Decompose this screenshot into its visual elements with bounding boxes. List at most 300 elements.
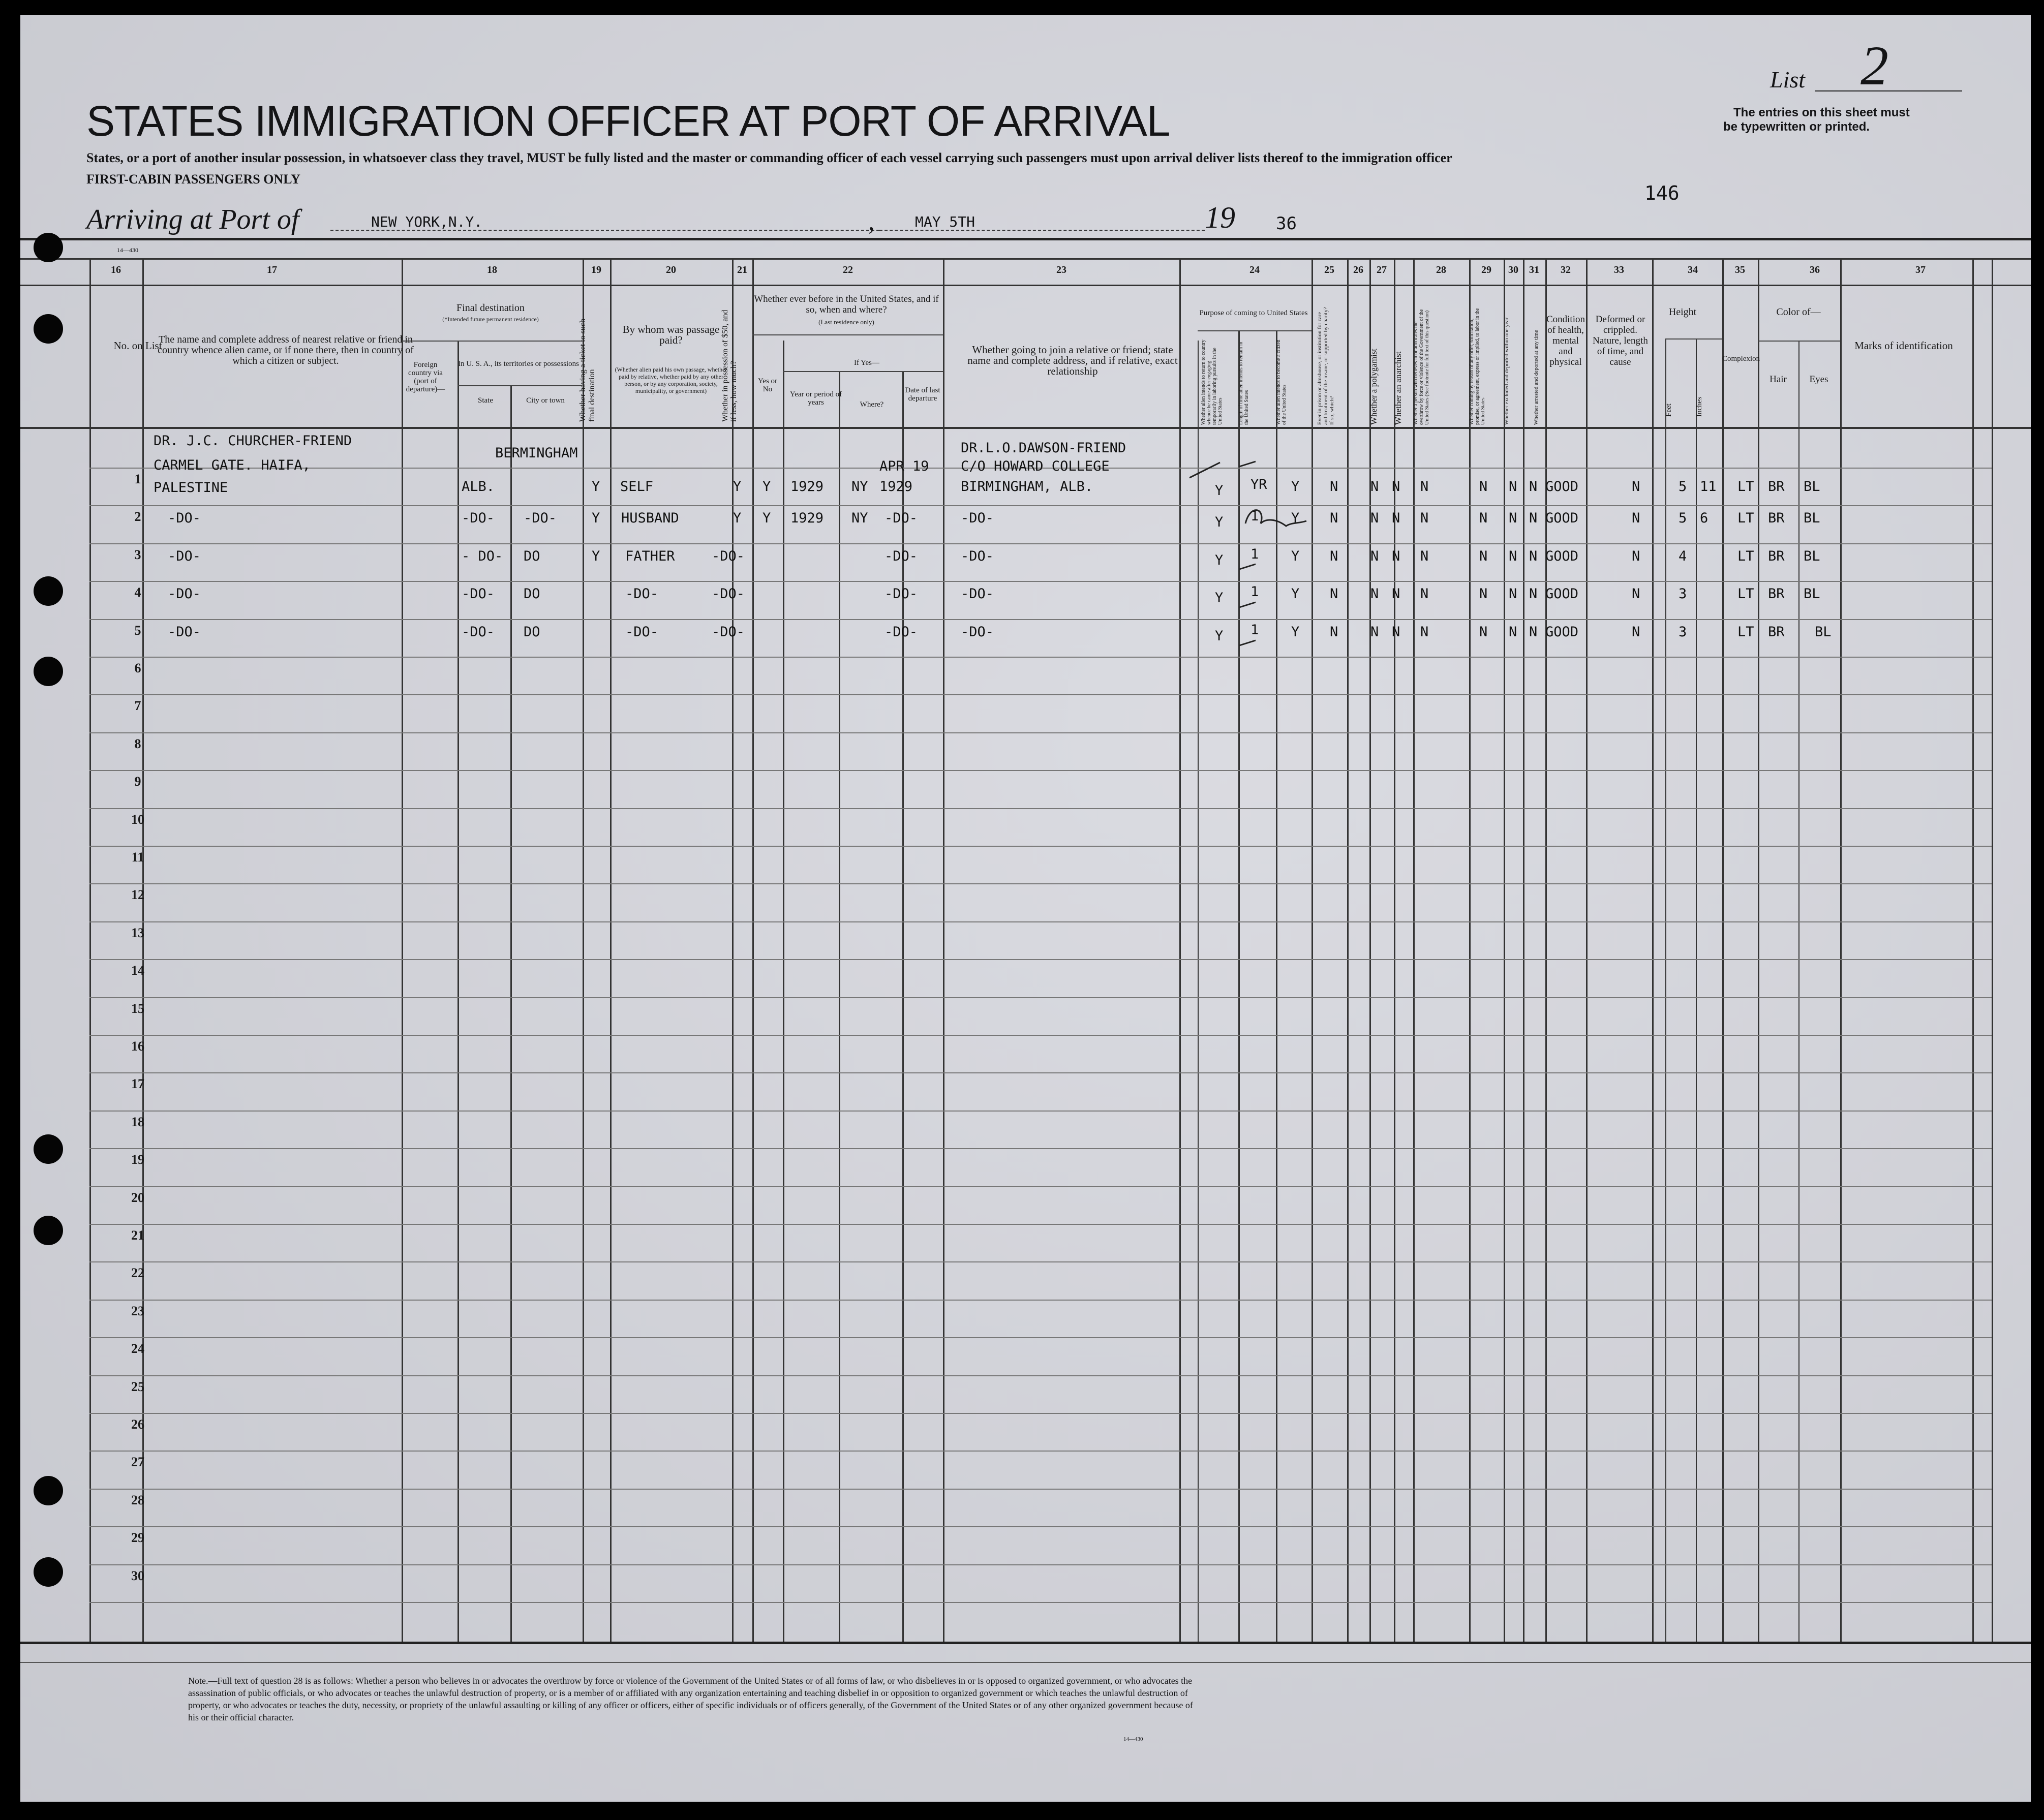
row-number: 17 — [131, 1076, 144, 1092]
fifty-dollars: -DO- — [712, 586, 745, 602]
arriving-label: Arriving at Port of — [86, 204, 299, 235]
health: GOOD — [1545, 624, 1579, 640]
hdr-city: City or town — [526, 396, 565, 405]
rule-in-us — [457, 385, 582, 386]
state: ALB. — [462, 479, 495, 495]
rule-before-us — [752, 334, 943, 335]
column-rule — [1840, 258, 1842, 1642]
row-number: 2 — [134, 509, 141, 525]
fifty-dollars: Y — [733, 510, 742, 527]
row-number: 14 — [131, 963, 144, 978]
tick-mark — [1239, 564, 1256, 569]
rule-color — [1758, 341, 1840, 342]
tick-mark — [1239, 461, 1256, 467]
purpose-b: 1 — [1250, 546, 1259, 562]
list-underline — [1815, 90, 1962, 91]
row-rule — [89, 1148, 1992, 1149]
city-or-town: -DO- — [524, 510, 557, 527]
hdr-polygamist: Whether a polygamist — [1369, 348, 1379, 425]
tick-mark — [1239, 602, 1256, 607]
date-departure: -DO- — [884, 586, 918, 602]
hdr-no-on-list: No. on List — [113, 340, 162, 352]
hdr-final-destination-note: (*Intended future permanent residence) — [442, 316, 539, 323]
hdr-if-yes: If Yes— — [853, 359, 879, 367]
purpose-a: Y — [1215, 628, 1224, 644]
paid-by: HUSBAND — [621, 510, 679, 527]
row-rule — [89, 1261, 1992, 1262]
column-number: 29 — [1481, 264, 1491, 275]
state: -DO- — [462, 586, 495, 602]
row-number: 25 — [131, 1379, 144, 1394]
tick-mark — [1239, 640, 1256, 645]
date: MAY 5TH — [915, 213, 975, 230]
complexion: LT — [1737, 510, 1754, 527]
city-or-town: DO — [524, 548, 540, 564]
joining-line: C/O HOWARD COLLEGE — [961, 458, 1110, 474]
height-inches: 11 — [1700, 479, 1717, 495]
been-before: Y — [762, 510, 771, 527]
state: -DO- — [462, 624, 495, 640]
rule-final-dest — [402, 341, 582, 342]
rule-purpose — [1198, 330, 1311, 331]
hdr-color-of: Color of— — [1776, 306, 1821, 318]
form-subtitle: States, or a port of another insular possession, in whatsoever class they travel, MUST be fully listed and the master or commanding officer of each vessel carrying such passengers must upon arrival deliver lists thereof to the immigration officer — [86, 150, 1452, 165]
row-rule — [89, 770, 1992, 771]
hdr-prison: Ever in prison or almshouse, or institution for care and treatment of the insane, or supported by charity? If so, which? — [1317, 307, 1335, 425]
eye-color: BL — [1804, 586, 1820, 602]
row-rule — [89, 694, 1992, 695]
date-departure: -DO- — [884, 548, 918, 564]
prison: N — [1330, 624, 1338, 640]
column-number: 21 — [737, 264, 747, 275]
purpose-c: Y — [1291, 510, 1300, 527]
year: 1929 — [790, 510, 824, 527]
row-number: 9 — [134, 774, 141, 789]
binder-hole — [34, 1216, 63, 1245]
row-number: 15 — [131, 1001, 144, 1016]
date-departure: 1929 — [879, 479, 913, 495]
prison: N — [1330, 548, 1338, 564]
row-number: 26 — [131, 1417, 144, 1432]
row-number: 30 — [131, 1568, 144, 1583]
complexion: LT — [1737, 548, 1754, 564]
hdr-where: Where? — [860, 400, 884, 409]
hdr-foreign-country: Foreign country via (port of departure)— — [406, 361, 445, 393]
column-rule — [1652, 258, 1654, 1642]
column-rule — [1798, 341, 1799, 1642]
column-number: 20 — [666, 264, 676, 275]
hdr-final-destination: Final destination — [456, 302, 525, 314]
column-rule — [457, 341, 459, 1642]
row-number: 6 — [134, 661, 141, 675]
column-rule — [1758, 258, 1759, 1642]
year-prefix: 19 — [1205, 201, 1235, 234]
hdr-in-us: In U. S. A., its territories or possessions — [458, 360, 579, 368]
hdr-purpose: Purpose of coming to United States — [1199, 309, 1308, 317]
height-feet: 5 — [1679, 510, 1687, 527]
relative-abroad-line: PALESTINE — [154, 480, 228, 496]
ticket: Y — [592, 479, 600, 495]
column-number: 26 — [1353, 264, 1363, 275]
city-or-town: DO — [524, 624, 540, 640]
paid-by: SELF — [620, 479, 654, 495]
port: NEW YORK,N.Y. — [371, 213, 483, 230]
colnum-border — [20, 258, 2031, 260]
q28: N — [1420, 510, 1429, 527]
relative-abroad: -DO- — [168, 510, 201, 527]
purpose-c: Y — [1291, 479, 1300, 495]
row-rule — [89, 1413, 1992, 1414]
joining-line: DR.L.O.DAWSON-FRIEND — [961, 440, 1126, 456]
anarchist: N — [1392, 624, 1400, 640]
state: - DO- — [462, 548, 503, 564]
hdr-date-departure: Date of last departure — [905, 386, 940, 403]
city-or-town: BERMINGHAM — [495, 445, 578, 461]
q28: N — [1420, 548, 1429, 564]
row-rule — [89, 1375, 1992, 1376]
column-number: 34 — [1688, 264, 1698, 275]
height-inches: 6 — [1700, 510, 1709, 527]
rule-height — [1665, 338, 1722, 340]
row-rule — [89, 1526, 1992, 1527]
purpose-b: 1 — [1250, 508, 1259, 525]
relative-abroad-line: DR. J.C. CHURCHER-FRIEND — [154, 433, 352, 449]
row-rule — [89, 619, 1992, 620]
complexion: LT — [1737, 479, 1754, 495]
column-number: 31 — [1529, 264, 1539, 275]
row-rule — [89, 1186, 1992, 1187]
binder-hole — [34, 657, 63, 686]
hdr-paid-by: By whom was passage paid? — [622, 323, 720, 346]
purpose-b: 1 — [1250, 622, 1259, 638]
q30: N — [1509, 510, 1517, 527]
deformed: N — [1632, 586, 1640, 602]
complexion: LT — [1737, 586, 1754, 602]
column-number: 33 — [1614, 264, 1624, 275]
ticket: Y — [592, 548, 600, 564]
column-number: 32 — [1561, 264, 1571, 275]
column-number: 23 — [1056, 264, 1066, 275]
column-rule — [732, 258, 734, 1642]
manifest-sheet — [20, 15, 2031, 1802]
q31: N — [1529, 510, 1538, 527]
hdr-eyes: Eyes — [1809, 374, 1828, 385]
hair-color: BR — [1768, 586, 1785, 602]
hdr-feet: Feet — [1665, 404, 1673, 417]
purpose-c: Y — [1291, 624, 1300, 640]
row-rule — [89, 1110, 1992, 1112]
joining-line: BIRMINGHAM, ALB. — [961, 479, 1093, 495]
polygamist: N — [1370, 510, 1379, 527]
anarchist: N — [1392, 586, 1400, 602]
joining-relative: -DO- — [961, 510, 994, 527]
row-rule — [89, 1300, 1992, 1301]
hdr-year-period: Year or period of years — [789, 390, 842, 407]
health: GOOD — [1545, 586, 1579, 602]
comma: , — [868, 207, 875, 235]
binder-hole — [34, 1134, 63, 1164]
colnum-bottom — [20, 285, 2031, 286]
ticket: Y — [592, 510, 600, 527]
row-rule — [89, 921, 1992, 922]
hdr-q31: Whether arrested and deported at any time — [1533, 330, 1539, 425]
handwritten-marks — [1184, 452, 1337, 676]
hdr-relative-abroad: The name and complete address of nearest relative or friend in country whence alien came, or if none there, then in country of which a citizen or subject. — [158, 334, 414, 366]
column-number: 19 — [591, 264, 601, 275]
relative-abroad: -DO- — [168, 548, 201, 564]
hdr-purpose-a: Whether alien intends to return to country whence he came after engaging temporarily in laboring pursuits in the United States — [1201, 340, 1223, 425]
q31: N — [1529, 479, 1538, 495]
row-number: 4 — [134, 585, 141, 600]
joining-relative: -DO- — [961, 548, 994, 564]
column-rule — [142, 258, 144, 1642]
date-departure: -DO- — [884, 510, 918, 527]
row-rule — [89, 543, 1992, 544]
row-rule — [89, 1489, 1992, 1490]
column-rule — [1992, 258, 1993, 1642]
form-title: STATES IMMIGRATION OFFICER AT PORT OF ARRIVAL — [86, 97, 1170, 145]
joining-relative: -DO- — [961, 624, 994, 640]
column-rule — [1722, 258, 1724, 1642]
column-rule — [1523, 258, 1524, 1642]
column-number: 18 — [487, 264, 497, 275]
column-number: 25 — [1324, 264, 1334, 275]
q28: N — [1420, 624, 1429, 640]
paid-by: FATHER — [625, 548, 675, 564]
complexion: LT — [1737, 624, 1754, 640]
city-or-town: DO — [524, 586, 540, 602]
joining-relative: -DO- — [961, 586, 994, 602]
row-number: 23 — [131, 1303, 144, 1318]
column-rule — [510, 385, 512, 1642]
row-number: 27 — [131, 1455, 144, 1470]
q29: N — [1479, 586, 1488, 602]
column-number: 27 — [1377, 264, 1387, 275]
row-number: 21 — [131, 1228, 144, 1243]
hdr-marks: Marks of identification — [1854, 340, 1953, 352]
row-rule — [89, 808, 1992, 809]
purpose-b: YR — [1250, 477, 1267, 492]
height-feet: 3 — [1679, 586, 1687, 602]
column-rule — [1665, 338, 1666, 1642]
hdr-ticket: Whether having a ticket to such final destination — [578, 318, 596, 422]
hdr-before-us: Whether ever before in the United States, and if so, when and where? — [754, 294, 939, 315]
header-bottom — [20, 427, 2031, 429]
q30: N — [1509, 624, 1517, 640]
form-code: 14—430 — [117, 246, 138, 254]
column-rule — [1586, 258, 1588, 1642]
been-before: Y — [762, 479, 771, 495]
row-rule — [89, 1564, 1992, 1565]
anarchist: N — [1392, 548, 1400, 564]
purpose-a: Y — [1215, 590, 1224, 606]
purpose-c: Y — [1291, 586, 1300, 602]
q31: N — [1529, 586, 1538, 602]
relative-abroad: -DO- — [168, 624, 201, 640]
q30: N — [1509, 586, 1517, 602]
hdr-hair: Hair — [1770, 374, 1787, 385]
row-rule — [89, 1224, 1992, 1225]
table-top-border — [20, 238, 2031, 240]
q28: N — [1420, 586, 1429, 602]
hdr-q29: Whether coming by reason of any offer, solicitation, promise, or agreement, express or implied, to labor in the United States — [1469, 308, 1486, 425]
health: GOOD — [1545, 548, 1579, 564]
row-rule — [89, 581, 1992, 582]
footer-note: Note.—Full text of question 28 is as follows: Whether a person who believes in or advocates the overthrow by force or violence of the Government of the United States or of all forms of law, or who disbelieves in or is opposed to organized government, or who advocates the assassination of public officials, or who advocates or teaches the unlawful destruction of property, or is a member of or affiliated with any organization entertaining and teaching disbelief in or opposition to organized government or which teaches the unlawful destruction of property, or who advocates or teaches the duty, necessity, or propriety of the unlawful assaulting or killing of any officer or officers, either of specific individuals or of officers generally, of the Government of the United States or of any other organized government because of his or their official character. — [188, 1676, 1193, 1722]
column-rule — [610, 258, 612, 1642]
where: NY — [851, 510, 868, 527]
purpose-c: Y — [1291, 548, 1300, 564]
row-number: 7 — [134, 698, 141, 714]
footer-code: 14—430 — [1123, 1736, 1143, 1742]
column-rule — [783, 341, 784, 1642]
paid-by: -DO- — [625, 624, 659, 640]
row-number: 22 — [131, 1266, 144, 1281]
column-rule — [89, 258, 91, 1642]
list-number: 2 — [1860, 35, 1888, 97]
hair-color: BR — [1768, 479, 1785, 495]
column-number: 17 — [267, 264, 277, 275]
hdr-purpose-b: Length of time alien intends to remain in the United States — [1238, 342, 1249, 425]
anarchist: N — [1392, 510, 1400, 527]
row-number: 28 — [131, 1492, 144, 1507]
row-rule — [89, 1337, 1992, 1338]
eye-color: BL — [1804, 510, 1820, 527]
binder-hole — [34, 1476, 63, 1505]
row-rule — [89, 883, 1992, 884]
row-number: 10 — [131, 812, 144, 827]
row-rule — [89, 1072, 1992, 1073]
eye-color: BL — [1804, 479, 1820, 495]
hair-color: BR — [1768, 624, 1785, 640]
relative-abroad: -DO- — [168, 586, 201, 602]
eye-color: BL — [1815, 624, 1832, 640]
column-number: 16 — [111, 264, 121, 275]
hdr-yes-or-no: Yes or No — [757, 377, 778, 393]
row-number: 11 — [131, 850, 144, 865]
row-rule — [89, 1451, 1992, 1452]
q31: N — [1529, 624, 1538, 640]
q29: N — [1479, 510, 1488, 527]
row-rule — [89, 1602, 1992, 1603]
row-rule — [89, 846, 1992, 847]
binder-hole — [34, 576, 63, 606]
row-rule — [89, 657, 1992, 658]
q29: N — [1479, 548, 1488, 564]
column-number: 36 — [1810, 264, 1820, 275]
row-rule — [89, 505, 1992, 506]
q30: N — [1509, 548, 1517, 564]
row-number: 19 — [131, 1152, 144, 1167]
hdr-q30: Whether excluded and deported within one year — [1504, 317, 1510, 425]
hdr-inches: Inches — [1695, 396, 1703, 417]
date-departure: -DO- — [884, 624, 918, 640]
row-number: 13 — [131, 925, 144, 940]
q31: N — [1529, 548, 1538, 564]
scribble-signature — [1245, 510, 1306, 526]
rule-if-yes — [783, 371, 943, 372]
hdr-deformed: Deformed or crippled. Nature, length of time, and cause — [1593, 314, 1648, 367]
column-rule — [1347, 258, 1349, 1642]
deformed: N — [1632, 624, 1640, 640]
q29: N — [1479, 624, 1488, 640]
binder-hole — [34, 233, 63, 262]
hair-color: BR — [1768, 510, 1785, 527]
row-number: 5 — [134, 623, 141, 638]
paid-by: -DO- — [625, 586, 659, 602]
year-suffix: 36 — [1276, 213, 1297, 234]
column-rule — [402, 258, 403, 1642]
fifty-dollars: -DO- — [712, 548, 745, 564]
row-number: 8 — [134, 736, 141, 751]
row-number: 20 — [131, 1190, 144, 1205]
row-rule — [89, 997, 1992, 998]
hdr-purpose-c: Whether alien intends to become a citizen of the United States — [1276, 340, 1287, 425]
deformed: N — [1632, 548, 1640, 564]
typewritten-note-2: be typewritten or printed. — [1723, 120, 1870, 134]
height-feet: 3 — [1679, 624, 1687, 640]
column-rule — [1369, 258, 1371, 1642]
purpose-a: Y — [1215, 483, 1224, 499]
purpose-a: Y — [1215, 552, 1224, 568]
column-rule — [1394, 258, 1395, 1642]
fifty-dollars: -DO- — [712, 624, 745, 640]
column-number: 35 — [1735, 264, 1745, 275]
polygamist: N — [1370, 624, 1379, 640]
row-number: 29 — [131, 1530, 144, 1546]
typewritten-note-1: The entries on this sheet must — [1733, 106, 1910, 119]
purpose-a: Y — [1215, 514, 1224, 531]
column-number: 24 — [1249, 264, 1260, 275]
row-number: 24 — [131, 1341, 144, 1356]
hdr-joining: Whether going to join a relative or friend; state name and complete address, and if relative, exact relationship — [967, 344, 1178, 377]
footer-rule — [20, 1662, 2031, 1663]
column-number: 37 — [1915, 264, 1926, 275]
check-mark — [1189, 462, 1220, 478]
row-rule — [89, 732, 1992, 733]
column-rule — [583, 258, 584, 1642]
column-rule — [1696, 338, 1697, 1642]
column-number: 28 — [1436, 264, 1446, 275]
polygamist: N — [1370, 479, 1379, 495]
fifty-dollars: Y — [733, 479, 742, 495]
height-feet: 4 — [1679, 548, 1687, 564]
date-departure: APR 19 — [879, 458, 929, 474]
where: NY — [851, 479, 868, 495]
q29: N — [1479, 479, 1488, 495]
column-rule — [943, 258, 944, 1642]
health: GOOD — [1545, 479, 1579, 495]
sheet-number: 146 — [1644, 182, 1680, 204]
column-rule — [752, 258, 754, 1642]
row-number: 1 — [134, 472, 141, 486]
hdr-q28: Whether a person who believes in or advocates the overthrow by force or violence of the Government of the United States (See footnote for full text of this question) — [1413, 309, 1430, 425]
list-label: List — [1770, 67, 1806, 92]
hdr-complexion: Complexion — [1722, 355, 1760, 363]
binder-hole — [34, 1557, 63, 1587]
column-rule — [1972, 258, 1974, 1642]
row-number: 18 — [131, 1114, 144, 1129]
height-feet: 5 — [1679, 479, 1687, 495]
column-rule — [1179, 258, 1181, 1642]
row-number: 12 — [131, 887, 144, 903]
health: GOOD — [1545, 510, 1579, 527]
row-number: 16 — [131, 1039, 144, 1054]
binder-hole — [34, 314, 63, 344]
hdr-state: State — [478, 396, 493, 405]
hdr-health: Condition of health, mental and physical — [1546, 314, 1585, 367]
q30: N — [1509, 479, 1517, 495]
